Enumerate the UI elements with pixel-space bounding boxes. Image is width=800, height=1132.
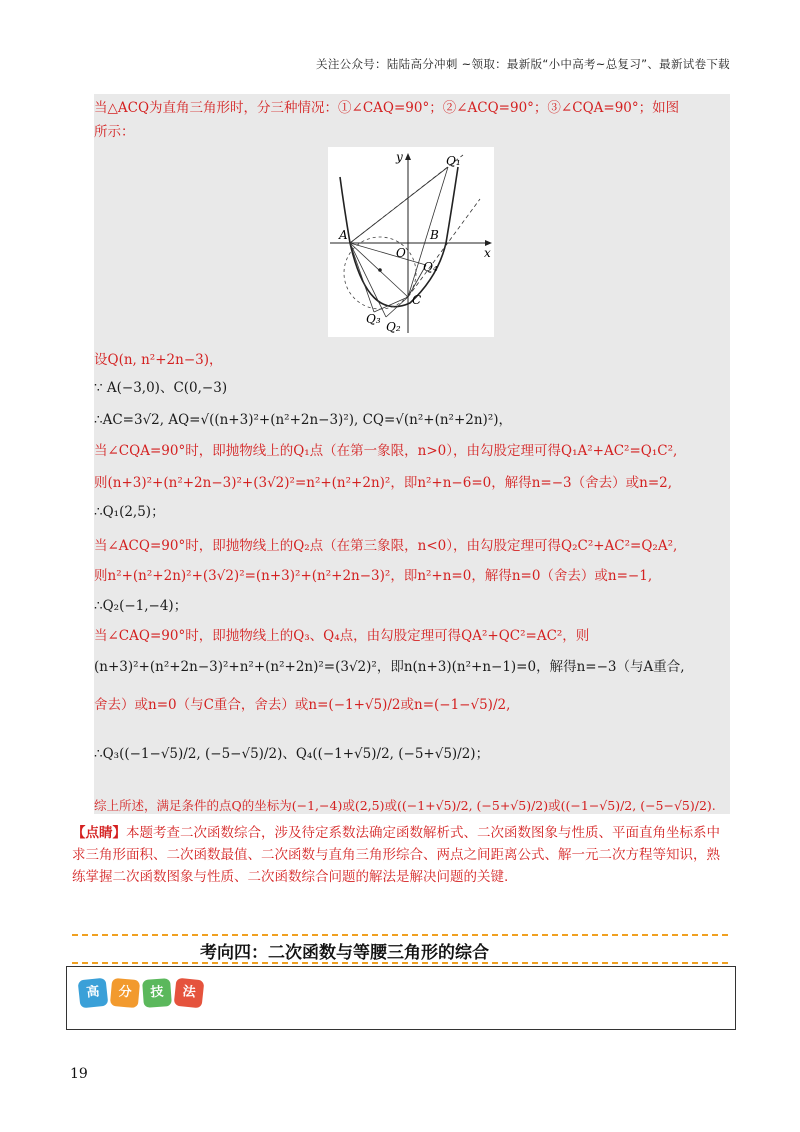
figure-label-y: y <box>396 150 403 164</box>
tip-text: 本题考查二次函数综合，涉及待定系数法确定函数解析式、二次函数图象与性质、平面直角坐标系中求三角形面积、二次函数最值、二次函数与直角三角形综合、两点之间距离公式、解一元二次方程等知识，熟练掌握二次函数图象与性质、二次函数综合问题的解法是解决问题的关键. <box>72 825 720 885</box>
page-number: 19 <box>70 1066 88 1082</box>
method-badge-1: 高 <box>78 978 109 1009</box>
section-title: 考向四：二次函数与等腰三角形的综合 <box>200 943 489 963</box>
dashed-divider-bottom <box>72 962 728 964</box>
case2-line-a: 当∠ACQ=90°时，即抛物线上的Q₂点（在第三象限，n<0），由勾股定理可得Q₂C²+AC²=Q₂A², <box>94 538 678 554</box>
tip-box <box>72 822 732 888</box>
method-badge-2: 分 <box>110 978 140 1008</box>
case3-line-a: 当∠CAQ=90°时，即抛物线上的Q₃、Q₄点，由勾股定理可得QA²+QC²=AC²，则 <box>94 628 590 644</box>
summary-line: 综上所述，满足条件的点Q的坐标为(−1,−4)或(2,5)或((−1+√5)/2, (−5+√5)/2)或((−1−√5)/2, (−5−√5)/2). <box>94 798 716 813</box>
case1-line-b: 则(n+3)²+(n²+2n−3)²+(3√2)²=n²+(n²+2n)²，即n²+n−6=0，解得n=−3（舍去）或n=2, <box>94 475 673 491</box>
method-badge-3: 技 <box>142 978 172 1008</box>
case2-line-c: ∴Q₂(−1,−4)； <box>94 598 188 614</box>
case1-line-c: ∴Q₁(2,5)； <box>94 504 165 520</box>
case3-line-c: 舍去）或n=0（与C重合，舍去）或n=(−1+√5)/2或n=(−1−√5)/2, <box>94 697 511 713</box>
figure-label-q4: Q₄ <box>423 260 438 274</box>
case1-line-a: 当∠CQA=90°时，即抛物线上的Q₁点（在第一象限，n>0），由勾股定理可得Q₁A²+AC²=Q₁C², <box>94 443 678 459</box>
dashed-divider-top <box>72 934 728 936</box>
figure-label-q3: Q₃ <box>366 312 381 326</box>
figure-label-b: B <box>430 228 439 242</box>
method-box <box>66 966 736 1030</box>
intro-line-2: 所示： <box>94 124 135 140</box>
given-line: ∵ A(−3,0)、C(0,−3) <box>94 380 228 396</box>
set-q-line: 设Q(n, n²+2n−3)， <box>94 352 223 368</box>
figure-label-q2: Q₂ <box>386 320 401 334</box>
figure-label-a: A <box>339 228 348 242</box>
figure-label-q1: Q₁ <box>446 154 461 168</box>
figure-label-c: C <box>412 293 422 307</box>
case2-line-b: 则n²+(n²+2n)²+(3√2)²=(n+3)²+(n²+2n−3)²，即n²+n=0，解得n=0（舍去）或n=−1, <box>94 568 653 584</box>
intro-line-1: 当△ACQ为直角三角形时，分三种情况：①∠CAQ=90°；②∠ACQ=90°；③∠CQA=90°；如图 <box>94 100 680 116</box>
parabola-figure <box>328 147 494 337</box>
case3-line-b: (n+3)²+(n²+2n−3)²+n²+(n²+2n)²=(3√2)²，即n(n+3)(n²+n−1)=0，解得n=−3（与A重合, <box>94 659 685 675</box>
parabola-diagram <box>328 147 494 337</box>
page-header: 关注公众号：陆陆高分冲刺 ~领取：最新版“小中高考~总复习”、最新试卷下载 <box>316 57 730 71</box>
figure-label-o: O <box>396 246 406 260</box>
method-badge-4: 法 <box>174 978 205 1009</box>
case3-line-d: ∴Q₃((−1−√5)/2, (−5−√5)/2)、Q₄((−1+√5)/2, (−5+√5)/2)； <box>94 746 490 762</box>
lengths-line: ∴AC=3√2, AQ=√((n+3)²+(n²+2n−3)²), CQ=√(n²+(n²+2n)²)， <box>94 412 512 428</box>
tip-tag: 【点睛】 <box>72 825 126 841</box>
figure-label-x: x <box>484 246 491 260</box>
